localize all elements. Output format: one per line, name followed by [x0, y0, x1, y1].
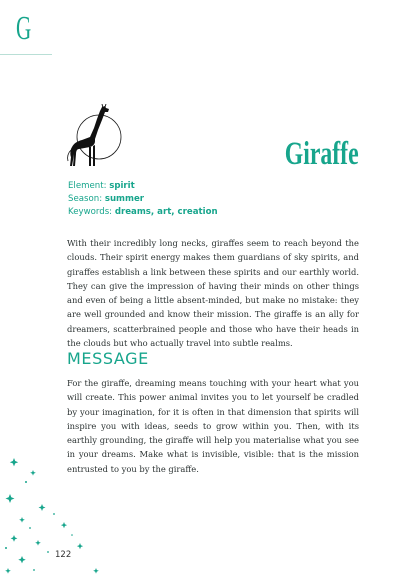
- page-title: Giraffe: [285, 136, 359, 172]
- keywords-value: dreams, art, creation: [114, 207, 218, 217]
- description-paragraph: With their incredibly long necks, giraffes seem to reach beyond the clouds. Their spirit energy makes them guardians of sky spirits, and giraffes establish a link between these spirits and our earthly world. They can give the impression of having their minds on other things and even of being a little absent-minded, but make no mistake: they are well grounded and know their mission. The giraffe is an ally for dreamers, scatterbrained people and those who have their heads in the clouds but who actually travel into subtle realms.: [67, 238, 359, 349]
- element-value: spirit: [109, 181, 135, 191]
- section-letter: G: [16, 10, 32, 47]
- keywords-label: Keywords:: [68, 207, 115, 217]
- element-line: [68, 180, 368, 193]
- message-heading: MESSAGE: [67, 349, 149, 368]
- keywords-line: [68, 206, 368, 219]
- season-value: summer: [104, 194, 145, 204]
- giraffe-icon: [62, 104, 124, 174]
- element-label: Element:: [68, 181, 110, 191]
- message-paragraph: For the giraffe, dreaming means touching with your heart what you will create. This power animal invites you to let yourself be cradled by your imagination, for it is often in that dimension that spirits will inspire you with ideas, seeds to grow within you. Then, with its earthly grounding, the giraffe will help you materialise what you see in your dreams. Make what is invisible, visible: that is the mission entrusted to you by the giraffe.: [67, 378, 359, 474]
- season-label: Season:: [68, 194, 105, 204]
- page-number: 122: [55, 550, 72, 560]
- header-divider: [0, 54, 52, 55]
- season-line: [68, 193, 368, 206]
